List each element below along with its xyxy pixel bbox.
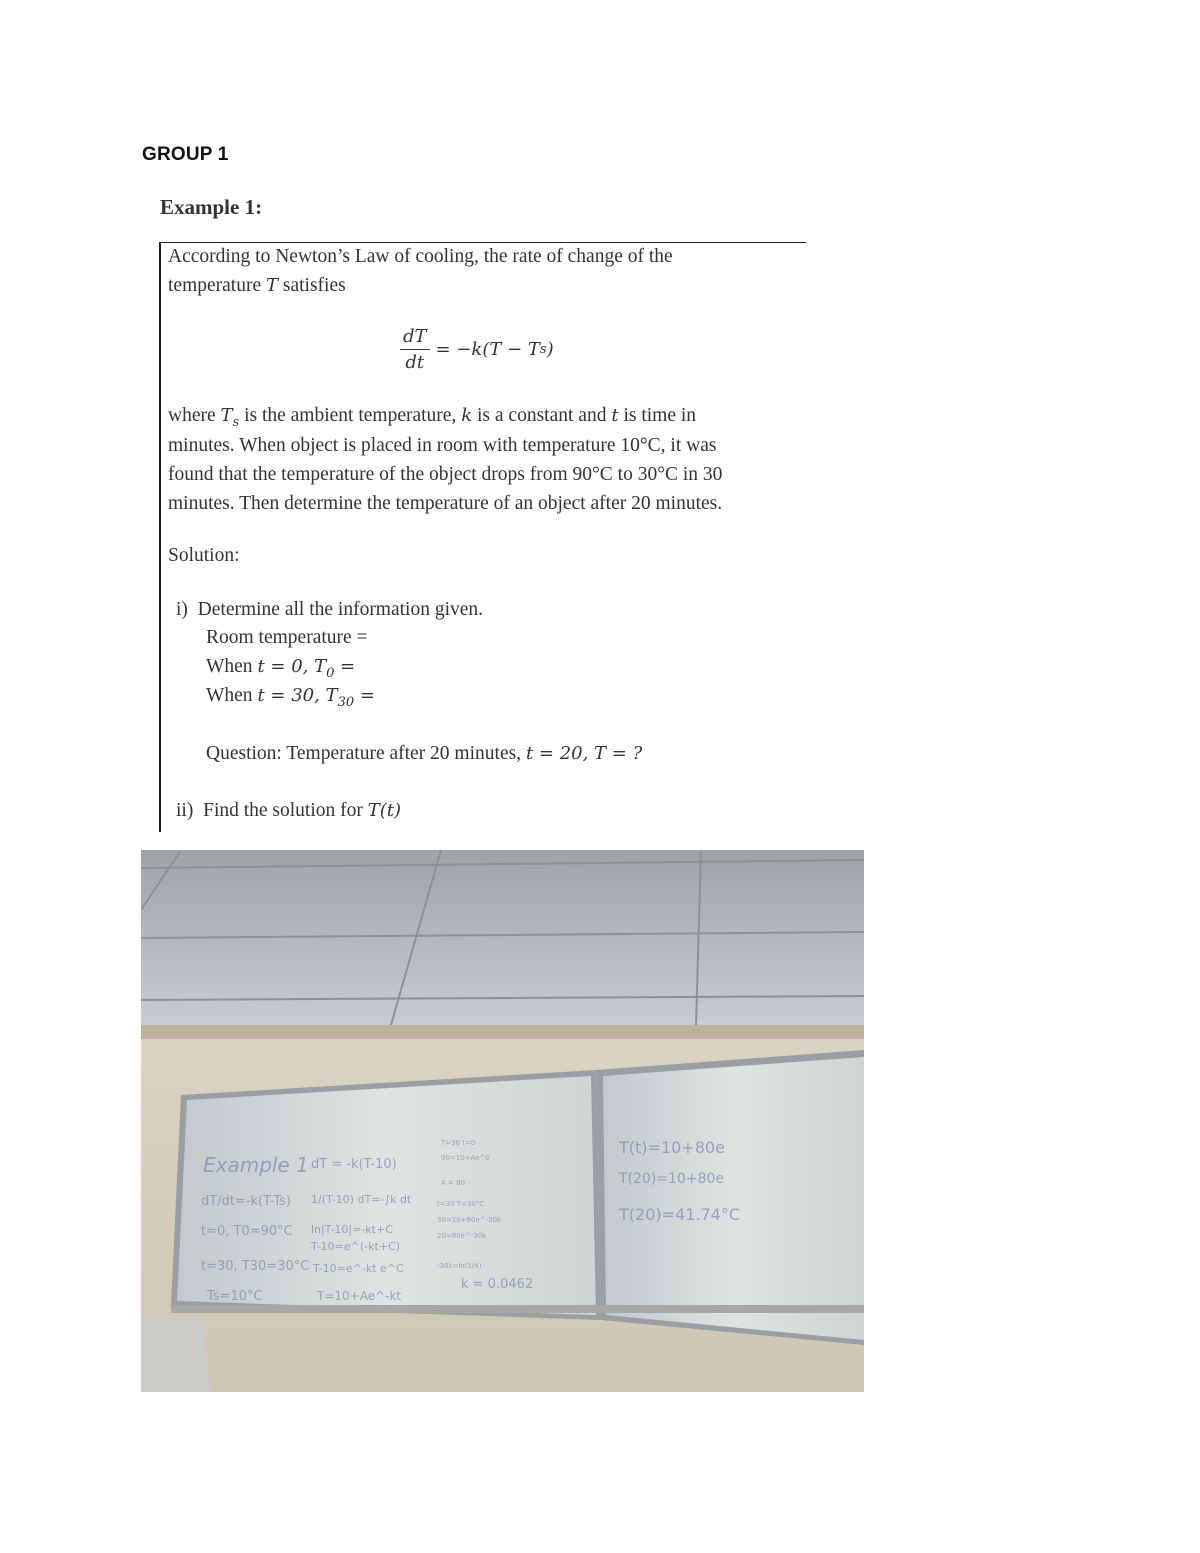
subscript-s: s (232, 414, 240, 430)
step-1 (176, 595, 483, 624)
problem-frame-left-rule (159, 242, 161, 832)
var-t: t (611, 405, 619, 426)
svg-text:Ts=10°C: Ts=10°C (207, 1289, 263, 1304)
var-T: T (220, 405, 233, 426)
svg-text:-30k=ln(1/4): -30k=ln(1/4) (437, 1262, 482, 1270)
when-t30-line: When t = 30, $T_{30}$ = (206, 685, 375, 710)
board-tray (171, 1305, 864, 1313)
svg-text:t=0, T0=90°C: t=0, T0=90°C (201, 1224, 293, 1239)
room-temperature-line: Room temperature = (206, 627, 368, 648)
fraction-numerator: dT (400, 326, 430, 350)
fraction-denominator: dt (405, 352, 425, 373)
when-t0-line: When t = 0, $T_0$ = (206, 656, 356, 681)
equation-rhs: = −k(T − T (435, 339, 540, 360)
where-line: where $T_s$ is the ambient temperature, k is a constant and t is time in (168, 405, 697, 430)
step-2 (176, 796, 401, 825)
problem-line-1: According to Newton’s Law of cooling, the rate of change of the (168, 246, 673, 267)
problem-line-b: minutes. When object is placed in room with temperature 10°C, it was (168, 435, 717, 456)
wall-trim (141, 1025, 864, 1039)
svg-text:1/(T-10) dT=-∫k dt: 1/(T-10) dT=-∫k dt (311, 1193, 412, 1206)
svg-text:90=10+Ae^0: 90=10+Ae^0 (441, 1154, 490, 1162)
problem-line-2-post: satisfies (282, 275, 346, 296)
svg-text:t=30, T30=30°C: t=30, T30=30°C (201, 1259, 310, 1274)
step-2-text: Find the solution for (203, 800, 363, 821)
svg-text:ln|T-10|=-kt+C: ln|T-10|=-kt+C (311, 1223, 393, 1236)
whiteboard-right (596, 1050, 864, 1345)
question-line: Question: Temperature after 20 minutes, t = 20, T = ? (206, 743, 643, 764)
var-T: T (266, 275, 279, 296)
svg-text:T-10=e^-kt e^C: T-10=e^-kt e^C (313, 1262, 404, 1275)
problem-line-2-pre: temperature (168, 275, 262, 296)
svg-text:T=90 t=0: T=90 t=0 (441, 1139, 476, 1147)
window-reflection (141, 1315, 211, 1392)
svg-text:Example 1: Example 1 (203, 1153, 309, 1177)
svg-text:A = 80: A = 80 (441, 1179, 466, 1187)
svg-text:t=30 T=30°C: t=30 T=30°C (437, 1200, 485, 1208)
svg-text:dT = -k(T-10): dT = -k(T-10) (311, 1157, 397, 1172)
svg-text:T-10=e^(-kt+C): T-10=e^(-kt+C) (311, 1240, 401, 1253)
var-T-of-t: T(t) (367, 800, 402, 821)
svg-text:T(t)=10+80e: T(t)=10+80e (619, 1138, 725, 1157)
solution-label: Solution: (168, 545, 240, 566)
whiteboard-photo (141, 850, 864, 1392)
svg-text:T=10+Ae^-kt: T=10+Ae^-kt (317, 1289, 402, 1303)
newton-cooling-equation (400, 326, 554, 373)
svg-text:T(20)=10+80e: T(20)=10+80e (619, 1171, 724, 1187)
step-1-number: i) (176, 599, 188, 620)
problem-line-d: minutes. Then determine the temperature of an object after 20 minutes. (168, 493, 723, 514)
svg-text:T(20)=41.74°C: T(20)=41.74°C (619, 1205, 740, 1224)
step-1-text: Determine all the information given. (197, 599, 484, 620)
problem-line-c: found that the temperature of the object drops from 90°C to 30°C in 30 (168, 464, 723, 485)
svg-text:30=10+80e^-30k: 30=10+80e^-30k (437, 1216, 502, 1224)
svg-text:20=80e^-30k: 20=80e^-30k (437, 1232, 487, 1240)
step-2-number: ii) (176, 800, 194, 821)
equation-rhs-subscript: s (539, 342, 547, 357)
var-k: k (461, 405, 473, 426)
group-heading: GROUP 1 (142, 144, 229, 165)
svg-text:k = 0.0462: k = 0.0462 (461, 1277, 534, 1292)
example-heading: Example 1: (160, 195, 263, 219)
derivative-fraction (400, 326, 430, 373)
problem-line-2 (168, 271, 346, 300)
equation-rhs-close: ) (546, 339, 554, 360)
svg-text:dT/dt=-k(T-Ts): dT/dt=-k(T-Ts) (201, 1194, 291, 1209)
whiteboard-photo-canvas (141, 850, 864, 1392)
